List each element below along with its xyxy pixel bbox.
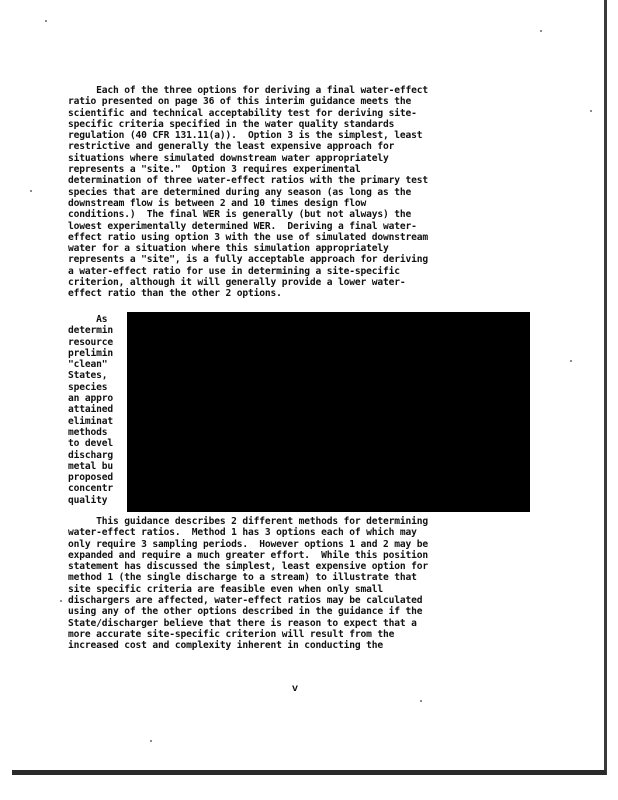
text-line: determination of three water-effect ratios with the primary test [68, 175, 429, 187]
text-line: species that are determined during any season (as long as the [68, 186, 412, 198]
text-line: quality [68, 494, 108, 506]
text-line: water-effect ratios. Method 1 has 3 options each of which may [68, 527, 417, 539]
scan-speck [570, 360, 572, 362]
text-line: discharg [68, 449, 114, 461]
text-line: criterion, although it will generally provide a lower water- [68, 277, 406, 289]
text-line: method 1 (the single discharge to a stream) to illustrate that [68, 572, 417, 584]
text-line: effect ratio than the other 2 options. [68, 288, 282, 300]
text-line: As [68, 314, 108, 325]
text-line: an appro [68, 393, 114, 405]
text-line: ratio presented on page 36 of this interim guidance meets the [68, 96, 412, 108]
text-line: specific criteria specified in the water quality standards [68, 118, 395, 130]
text-line: lowest experimentally determined WER. Deriving a final water- [68, 220, 417, 232]
scan-speck [420, 700, 422, 702]
scan-speck [590, 110, 592, 112]
text-line: prelimin [68, 347, 114, 359]
text-line: increased cost and complexity inherent in conducting the [68, 640, 384, 652]
text-line: State/discharger believe that there is reason to expect that a [68, 617, 417, 629]
text-line: a water-effect ratio for use in determining a site-specific [68, 265, 400, 277]
text-line: determin [68, 325, 114, 337]
scan-speck [60, 600, 62, 602]
text-line: using any of the other options described in the guidance if the [68, 606, 423, 618]
scan-speck [150, 740, 152, 742]
text-line: situations where simulated downstream water appropriately [68, 152, 389, 164]
text-line: Each of the three options for deriving a final water-effect [68, 85, 429, 96]
text-line: more accurate site-specific criterion will result from the [68, 628, 395, 640]
scan-speck [45, 20, 47, 22]
text-line: downstream flow is between 2 and 10 times design flow [68, 197, 367, 209]
text-line: This guidance describes 2 different methods for determining [68, 516, 429, 527]
redaction-block [127, 312, 530, 512]
text-line: conditions.) The final WER is generally (but not always) the [68, 209, 412, 221]
text-line: expanded and require a much greater effort. While this position [68, 549, 429, 561]
text-line: species [68, 381, 108, 393]
text-line: represents a "site." Option 3 requires experimental [68, 164, 361, 176]
text-line: eliminat [68, 415, 114, 427]
paragraph-options [68, 85, 523, 300]
text-line: metal bu [68, 460, 114, 472]
text-line: attained [68, 404, 114, 416]
scan-edge-bottom [12, 770, 606, 775]
text-line: methods [68, 426, 108, 438]
scan-speck [30, 190, 32, 192]
text-line: concentr [68, 483, 114, 495]
text-line: dischargers are affected, water-effect ratios may be calculated [68, 595, 423, 607]
text-line: effect ratio using option 3 with the use of simulated downstream [68, 231, 429, 243]
text-line: restrictive and generally the least expensive approach for [68, 141, 395, 153]
page-number: v [292, 684, 299, 695]
text-line: States, [68, 370, 108, 382]
scan-edge-right [604, 0, 607, 775]
text-line: water for a situation where this simulation appropriately [68, 243, 389, 255]
scan-speck [540, 30, 542, 32]
text-line: only require 3 sampling periods. However options 1 and 2 may be [68, 538, 429, 550]
text-line: resource [68, 336, 114, 348]
text-line: represents a "site", is a fully acceptable approach for deriving [68, 254, 429, 266]
paragraph-methods [68, 516, 523, 652]
text-line: to devel [68, 438, 114, 450]
text-line: site specific criteria are feasible even when only small [68, 583, 384, 595]
text-line: "clean" [68, 359, 108, 371]
text-line: scientific and technical acceptability test for deriving site- [68, 107, 417, 119]
text-line: proposed [68, 472, 114, 484]
text-line: statement has discussed the simplest, least expensive option for [68, 561, 429, 573]
text-line: regulation (40 CFR 131.11(a)). Option 3 is the simplest, least [68, 130, 423, 142]
